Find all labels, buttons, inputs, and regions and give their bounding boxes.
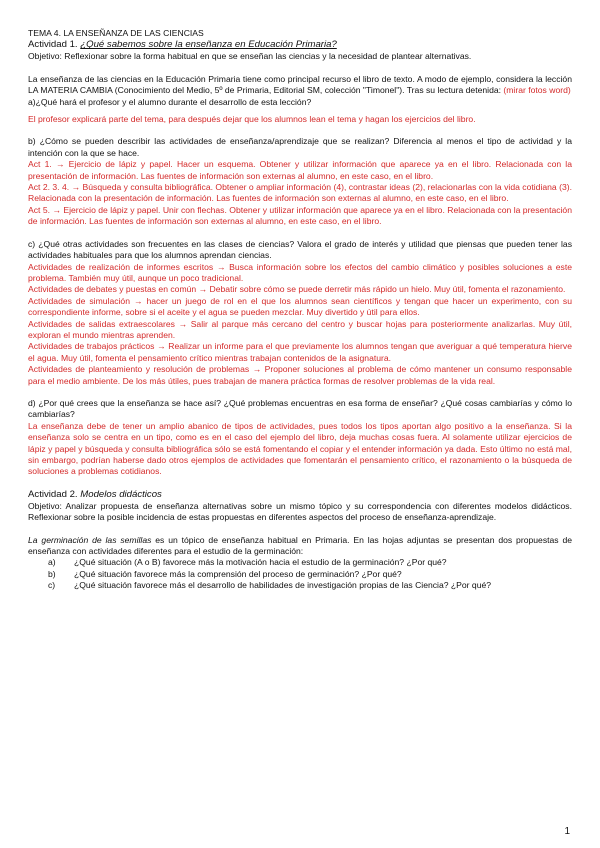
activity-2-objective: Objetivo: Analizar propuesta de enseñanza alternativas sobre un mismo tópico y su correspondencia con diferentes modelos didácticos. Reflexionar sobre la posible incidencia de estas propuestas en diferentes aspectos del proceso de enseñanza-aprendizaje. (28, 500, 572, 523)
list-item-label: c) (48, 580, 56, 591)
answer-c-3: Actividades de simulación → hacer un juego de rol en el que los alumnos sean científicos y tengan que hacer un experimento, con su correspondiente informe, sobre si el aceite y el agua se pueden mezclar. Muy divertido y útil para ellos. (28, 295, 572, 318)
question-d: d) ¿Por qué crees que la enseñanza se hace así? ¿Qué problemas encuentras en esa forma de enseñar? ¿Qué cosas cambiarías y cómo lo cambiarías? (28, 397, 572, 420)
answer-b-1: Act 1. → Ejercicio de lápiz y papel. Hacer un esquema. Obtener y utilizar información que aparece ya en el libro. Relacionada con la presentación de información. Las fuentes de información son externas al alumno, en este caso, en el libro. (28, 159, 572, 181)
activity-1-heading (28, 39, 572, 51)
answer-c-6: Actividades de planteamiento y resolución de problemas → Proponer soluciones al problema de cómo mantener un consumo responsable para el medio ambiente. De los más útiles, pues trabajan de manera práctica formas de resolver problemas de la vida real. (28, 364, 572, 386)
answer-a: El profesor explicará parte del tema, para después dejar que los alumnos lean el tema y hagan los ejercicios del libro. (28, 114, 476, 125)
activity-2-topic: La germinación de las semillas (28, 534, 152, 545)
answer-c-1: Actividades de realización de informes escritos → Busca información sobre los efectos del cambio climático y posibles soluciones a este problema. También muy útil, aunque un poco tradicional. (28, 261, 572, 283)
spacer (28, 125, 572, 136)
spacer (28, 387, 572, 398)
activity-1-label: Actividad 1. (28, 39, 81, 51)
answer-c-5: Actividades de trabajos prácticos → Realizar un informe para el que previamente los alumnos tengan que averiguar a qué temperatura hierve el agua. Muy útil, fomenta el pensamiento crítico mientras trabajan contenidos de la asignatura. (28, 341, 572, 363)
activity-1-objective: Objetivo: Reflexionar sobre la forma habitual en que se enseñan las ciencias y la necesidad de plantear alternativas. (28, 51, 472, 62)
intro-text: La enseñanza de las ciencias en la Educación Primaria tiene como principal recurso el libro de texto. A modo de ejemplo, considera la lección LA MATERIA CAMBIA (Conocimiento del Medio, 5º de Primaria, Editorial SM, colección "Timonel"). Tras su lectura detenida: (28, 73, 572, 96)
list-item (28, 569, 572, 580)
activity-2-intro (28, 535, 572, 558)
activity-2-heading (28, 489, 572, 501)
question-c: c) ¿Qué otras actividades son frecuentes en las clases de ciencias? Valora el grado de interés y utilidad que piensas que pueden tener las actividades habituales para que los alumnos aprendan ciencias. (28, 238, 572, 261)
list-item-text: ¿Qué situación favorece más la comprensión del proceso de germinación? ¿Por qué? (74, 568, 402, 579)
list-item (28, 580, 572, 591)
activity-2-topic-rest: es un tópico de enseñanza habitual en Primaria. En las hojas adjuntas se presentan dos propuestas de enseñanza con actividades diferentes para el estudio de la germinación: (28, 534, 572, 557)
question-b: b) ¿Cómo se pueden describir las actividades de enseñanza/aprendizaje que se realizan? Diferencia al menos el tipo de actividad y la intención con la que se hace. (28, 136, 572, 158)
answer-c-2: Actividades de debates y puestas en común → Debatir sobre cómo se puede derretir más rápido un hielo. Muy útil, fomenta el razonamiento. (28, 284, 566, 295)
activity-1-intro (28, 74, 572, 97)
document-page (28, 28, 572, 592)
answer-b-2: Act 2. 3. 4. → Búsqueda y consulta bibliográfica. Obtener o ampliar información (4), contrastar ideas (2), relacionarlas con la vida cotidiana (3). Relacionada con la presentación de información. Las fuentes de información son externas al alumno, en este caso, en el libro. (28, 182, 572, 204)
list-item (28, 557, 572, 568)
document-title: TEMA 4. LA ENSEÑANZA DE LAS CIENCIAS (28, 28, 204, 38)
activity-2-questions (28, 557, 572, 591)
intro-note: (mirar fotos word) (503, 85, 571, 96)
spacer (28, 524, 572, 535)
spacer (28, 63, 572, 74)
spacer (28, 228, 572, 239)
list-item-text: ¿Qué situación (A o B) favorece más la motivación hacia el estudio de la germinación? ¿Por qué? (74, 557, 447, 568)
answer-b-3: Act 5. → Ejercicio de lápiz y papel. Unir con flechas. Obtener y utilizar información que aparece ya en el libro. Relacionada con la presentación de información. Las fuentes de información son externas al alumno, en este caso, en el libro. (28, 204, 572, 227)
list-item-text: ¿Qué situación favorece más el desarrollo de habilidades de investigación propias de las Ciencia? ¿Por qué? (74, 580, 492, 591)
question-a: a)¿Qué hará el profesor y el alumno durante el desarrollo de esta lección? (28, 96, 312, 107)
list-item-label: b) (48, 568, 56, 579)
answer-c-4: Actividades de salidas extraescolares → Salir al parque más cercano del centro y buscar hojas para posteriormente analizarlas. Muy útil, exploran el mundo mientras aprenden. (28, 318, 572, 340)
list-item-label: a) (48, 557, 56, 568)
activity-2-title: Modelos didácticos (80, 488, 162, 500)
activity-2-label: Actividad 2. (28, 488, 81, 500)
answer-d: La enseñanza debe de tener un amplio abanico de tipos de actividades, pues todos los tipos aportan algo positivo a la enseñanza. Si la enseñanza solo se centra en un tipo, como es en el caso del ejemplo del libro, deja muchas cosas fuera. Al solamente utilizar ejercicios de lápiz y papel y búsqueda y consulta bibliográfica sólo se está fomentando el copiar y el entender información ya dada. Esto último no está mal, sin embargo, podrían haberse dado otros ejemplos de actividades que fomentarán el pensamiento crítico, el razonamiento o la búsqueda de soluciones a problemas cotidianos. (28, 420, 572, 477)
page-number: 1 (564, 826, 570, 837)
spacer (28, 478, 572, 489)
activity-1-title: ¿Qué sabemos sobre la enseñanza en Educación Primaria? (80, 39, 337, 51)
